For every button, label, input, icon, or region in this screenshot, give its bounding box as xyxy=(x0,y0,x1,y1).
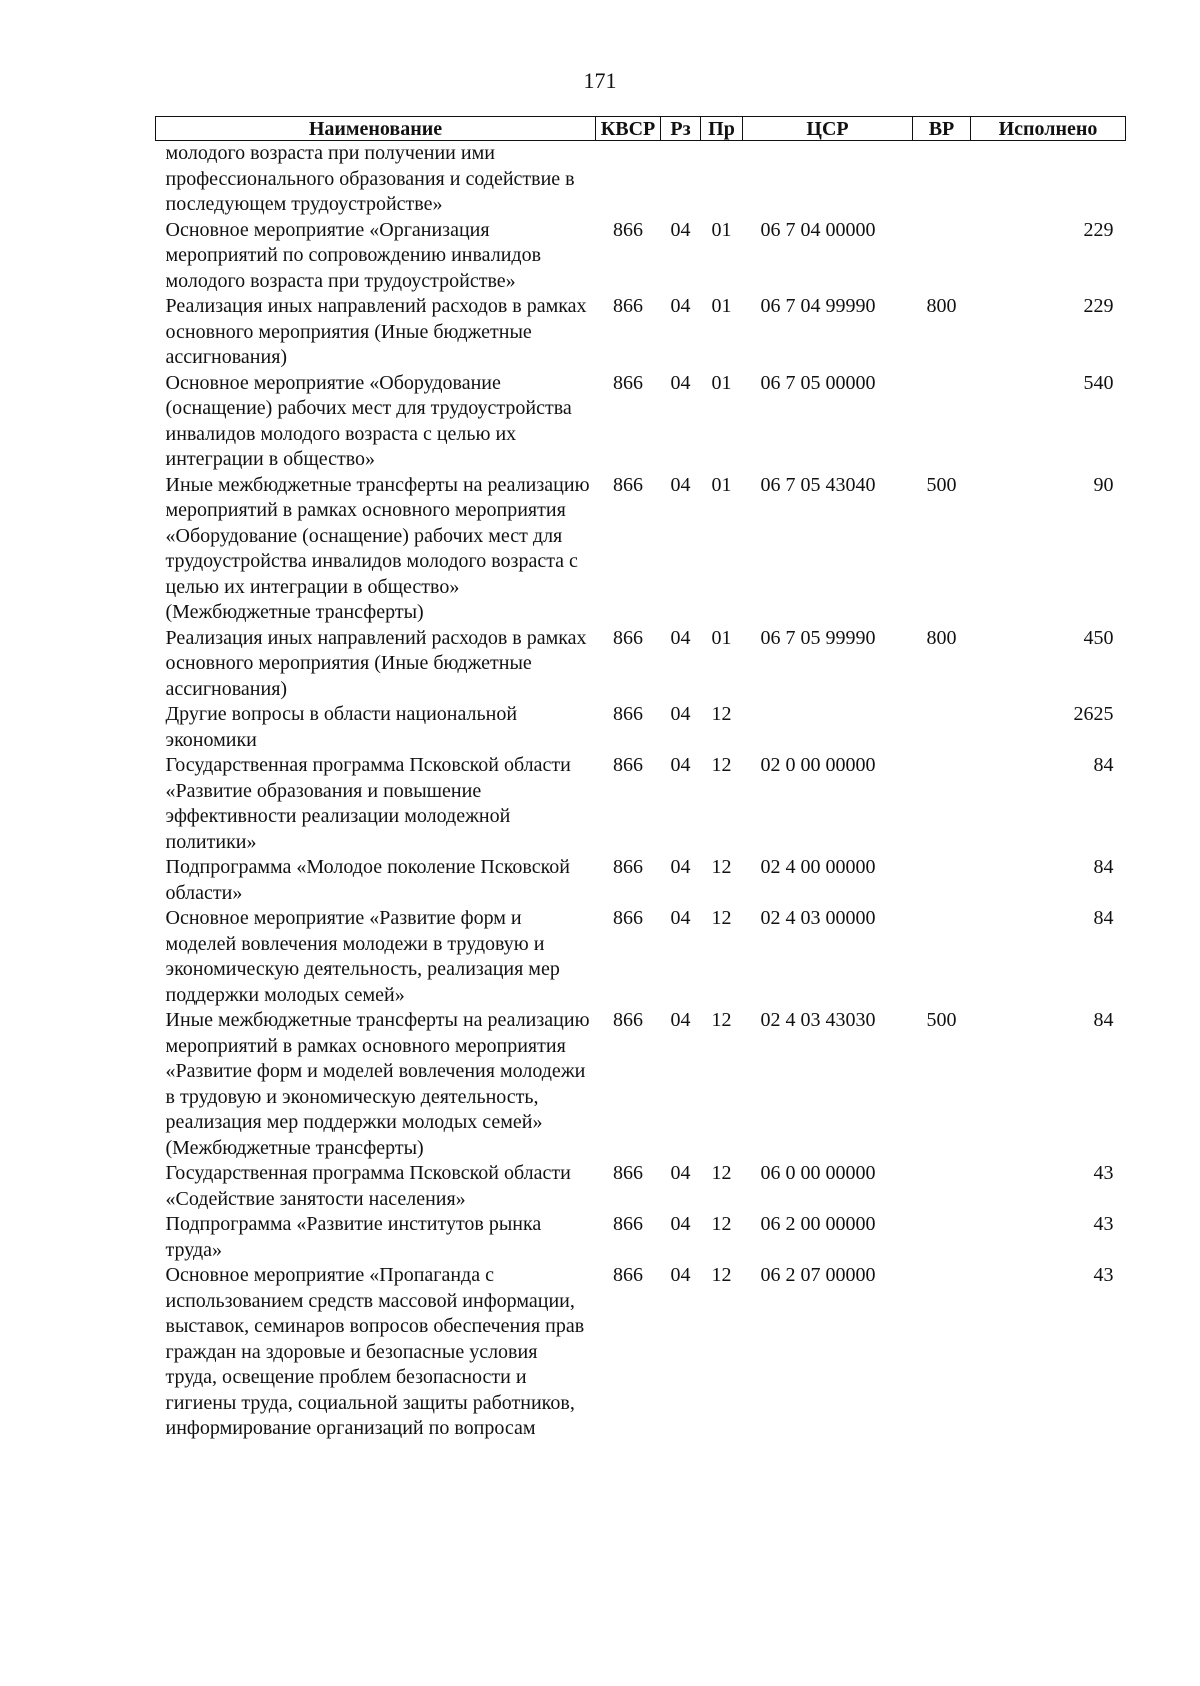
cell-pr: 12 xyxy=(711,1009,732,1031)
cell-amount: 43 xyxy=(1093,1213,1114,1235)
table-header-row xyxy=(156,117,1126,141)
cell-amount: 84 xyxy=(1093,754,1114,776)
cell-vr xyxy=(913,702,971,753)
cell-name: Государственная программа Псковской области «Содействие занятости населения» xyxy=(165,1162,571,1210)
cell-rz: 04 xyxy=(670,754,691,776)
cell-rz: 04 xyxy=(670,1009,691,1031)
table-row xyxy=(156,294,1126,371)
header-pr: Пр xyxy=(701,117,743,141)
table-row xyxy=(156,626,1126,703)
cell-csr: 06 0 00 00000 xyxy=(760,1162,876,1184)
table-row xyxy=(156,1008,1126,1161)
cell-name: Иные межбюджетные трансферты на реализацию мероприятий в рамках основного мероприятия «Оборудование (оснащение) рабочих мест для трудоустройства инвалидов молодого возраста с целью их интеграции в общество» (Межбюджетные трансферты) xyxy=(165,473,590,623)
cell-pr xyxy=(701,141,743,218)
cell-rz: 04 xyxy=(670,626,691,649)
cell-name: Основное мероприятие «Пропаганда с использованием средств массовой информации, выставок, семинаров вопросов обеспечения прав граждан на здоровые и безопасные условия труда, освещение проблем безопасности и гигиены труда, социальной защиты работников, информирование организаций по вопросам xyxy=(165,1264,585,1439)
cell-vr xyxy=(913,855,971,906)
budget-table xyxy=(155,116,1126,1442)
cell-csr: 02 0 00 00000 xyxy=(760,754,876,776)
cell-amount: 43 xyxy=(1093,1264,1114,1286)
header-csr: ЦСР xyxy=(743,117,913,141)
cell-vr: 800 xyxy=(926,626,957,649)
cell-vr xyxy=(913,371,971,473)
cell-kvsr: 866 xyxy=(613,754,643,776)
cell-pr: 12 xyxy=(711,1162,732,1184)
cell-name: Основное мероприятие «Организация мероприятий по сопровождению инвалидов молодого возраста при трудоустройстве» xyxy=(165,218,542,292)
cell-amount: 84 xyxy=(1093,1009,1114,1031)
cell-pr: 12 xyxy=(711,1213,732,1235)
cell-pr: 12 xyxy=(711,907,732,929)
cell-kvsr: 866 xyxy=(613,856,643,878)
cell-kvsr: 866 xyxy=(613,1009,643,1031)
cell-pr: 12 xyxy=(711,703,732,725)
cell-pr: 01 xyxy=(711,626,732,649)
cell-amount: 540 xyxy=(1083,371,1114,394)
cell-rz: 04 xyxy=(670,473,691,496)
cell-vr: 500 xyxy=(926,473,957,496)
cell-amount: 43 xyxy=(1093,1162,1114,1184)
table-row xyxy=(156,753,1126,855)
cell-vr: 800 xyxy=(926,295,957,317)
cell-csr: 02 4 03 00000 xyxy=(760,907,876,929)
table-row xyxy=(156,371,1126,473)
cell-csr xyxy=(743,702,913,753)
cell-pr: 01 xyxy=(711,371,732,394)
cell-name: молодого возраста при получении ими профессионального образования и содействие в последующем трудоустройстве» xyxy=(165,142,575,215)
cell-vr: 500 xyxy=(926,1009,957,1031)
cell-name: Иные межбюджетные трансферты на реализацию мероприятий в рамках основного мероприятия «Развитие форм и моделей вовлечения молодежи в трудовую и экономическую деятельность, реализация мер поддержки молодых семей» (Межбюджетные трансферты) xyxy=(165,1009,590,1159)
cell-vr xyxy=(913,753,971,855)
cell-csr: 06 7 05 99990 xyxy=(760,626,876,649)
cell-pr: 01 xyxy=(711,473,732,496)
cell-kvsr: 866 xyxy=(613,626,643,649)
cell-csr: 06 7 04 99990 xyxy=(760,295,876,317)
table-row xyxy=(156,141,1126,218)
table-row xyxy=(156,218,1126,295)
cell-kvsr: 866 xyxy=(613,371,643,394)
cell-csr: 06 7 05 43040 xyxy=(760,473,876,496)
cell-vr xyxy=(913,1161,971,1212)
cell-name: Другие вопросы в области национальной экономики xyxy=(165,703,518,751)
cell-pr: 01 xyxy=(711,218,732,241)
cell-name: Подпрограмма «Развитие институтов рынка труда» xyxy=(165,1213,542,1261)
cell-amount: 229 xyxy=(1083,295,1114,317)
table-row xyxy=(156,1212,1126,1263)
cell-amount: 90 xyxy=(1093,473,1114,496)
cell-rz: 04 xyxy=(670,1213,691,1235)
cell-vr xyxy=(913,1263,971,1442)
cell-name: Государственная программа Псковской области «Развитие образования и повышение эффективности реализации молодежной политики» xyxy=(165,754,571,853)
cell-kvsr: 866 xyxy=(613,1213,643,1235)
header-name: Наименование xyxy=(156,117,596,141)
cell-csr: 06 2 07 00000 xyxy=(760,1264,876,1286)
cell-name: Основное мероприятие «Оборудование (оснащение) рабочих мест для трудоустройства инвалидов молодого возраста с целью их интеграции в общество» xyxy=(165,371,572,470)
cell-pr: 12 xyxy=(711,856,732,878)
table-row xyxy=(156,855,1126,906)
cell-rz: 04 xyxy=(670,218,691,241)
cell-csr: 06 7 04 00000 xyxy=(760,218,876,241)
cell-amount: 229 xyxy=(1083,218,1114,241)
table-row xyxy=(156,473,1126,626)
cell-csr xyxy=(743,141,913,218)
page-number: 171 xyxy=(583,68,617,93)
cell-vr xyxy=(913,141,971,218)
cell-kvsr: 866 xyxy=(613,218,643,241)
cell-kvsr: 866 xyxy=(613,473,643,496)
cell-pr: 12 xyxy=(711,754,732,776)
cell-amount: 84 xyxy=(1093,856,1114,878)
cell-rz: 04 xyxy=(670,1162,691,1184)
table-row xyxy=(156,702,1126,753)
cell-name: Основное мероприятие «Развитие форм и моделей вовлечения молодежи в трудовую и экономическую деятельность, реализация мер поддержки молодых семей» xyxy=(165,907,560,1006)
cell-rz: 04 xyxy=(670,295,691,317)
cell-rz: 04 xyxy=(670,856,691,878)
cell-rz xyxy=(661,141,701,218)
cell-kvsr: 866 xyxy=(613,907,643,929)
cell-rz: 04 xyxy=(670,907,691,929)
cell-kvsr xyxy=(596,141,661,218)
cell-rz: 04 xyxy=(670,371,691,394)
cell-pr: 01 xyxy=(711,295,732,317)
table-row xyxy=(156,906,1126,1008)
cell-name: Подпрограмма «Молодое поколение Псковской области» xyxy=(165,856,571,904)
cell-name: Реализация иных направлений расходов в рамках основного мероприятия (Иные бюджетные ассигнования) xyxy=(165,626,587,700)
cell-pr: 12 xyxy=(711,1264,732,1286)
cell-kvsr: 866 xyxy=(613,1162,643,1184)
cell-name: Реализация иных направлений расходов в рамках основного мероприятия (Иные бюджетные ассигнования) xyxy=(165,295,587,368)
cell-amount: 2625 xyxy=(1073,703,1114,725)
cell-kvsr: 866 xyxy=(613,1264,643,1286)
header-vr: ВР xyxy=(913,117,971,141)
cell-rz: 04 xyxy=(670,1264,691,1286)
header-kvsr: КВСР xyxy=(596,117,661,141)
cell-amount: 450 xyxy=(1083,626,1114,649)
cell-vr xyxy=(913,1212,971,1263)
cell-csr: 06 2 00 00000 xyxy=(760,1213,876,1235)
table-row xyxy=(156,1263,1126,1442)
cell-csr: 06 7 05 00000 xyxy=(760,371,876,394)
cell-csr: 02 4 00 00000 xyxy=(760,856,876,878)
cell-csr: 02 4 03 43030 xyxy=(760,1009,876,1031)
header-rz: Рз xyxy=(661,117,701,141)
cell-amount: 84 xyxy=(1093,907,1114,929)
cell-amount xyxy=(971,141,1126,218)
cell-vr xyxy=(913,218,971,295)
cell-kvsr: 866 xyxy=(613,295,643,317)
cell-kvsr: 866 xyxy=(613,703,643,725)
cell-rz: 04 xyxy=(670,703,691,725)
cell-vr xyxy=(913,906,971,1008)
header-amount: Исполнено xyxy=(971,117,1126,141)
table-row xyxy=(156,1161,1126,1212)
